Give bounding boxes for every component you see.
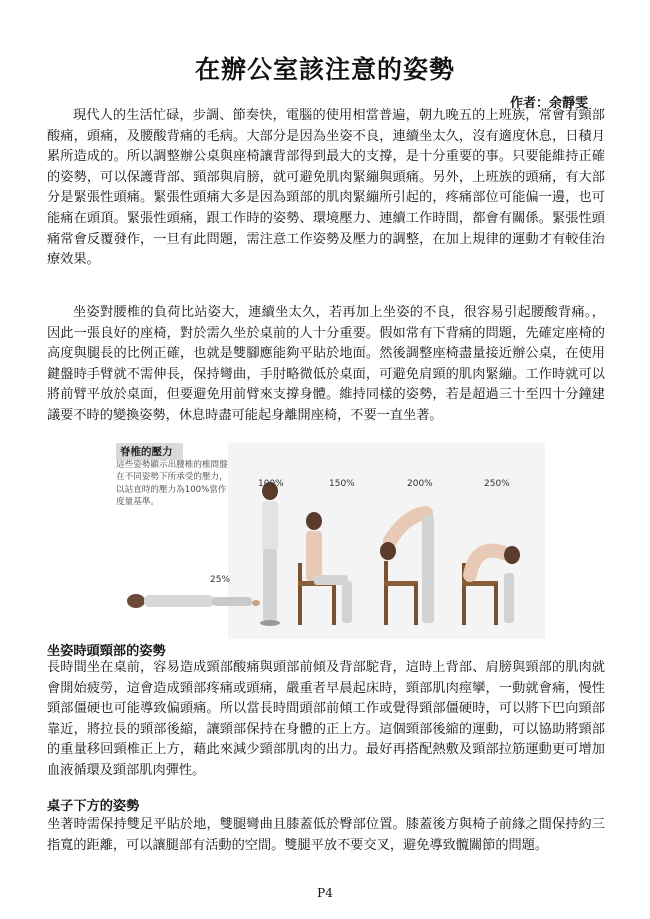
sitting-paragraph: 坐姿對腰椎的負荷比站姿大，連續坐太久，若再加上坐姿的不良，很容易引起腰酸背痛。，因此一張良好的座椅，對於需久坐於桌前的人十分重要。假如常有下背痛的問題，先確定座椅的高度與腿長的比例正確，也就是雙腳應能夠平貼於地面。然後調整座椅盡量接近辦公桌，在使用鍵盤時手臂就不需伸長，保持彎曲，手肘略微低於桌面，可避免肩頸的肌肉緊繃。工作時就可以將前臂平放於桌面，但要避免用前臂來支撐身體。維持同樣的姿勢，若是超過三十至四十分鐘建議要不時的變換姿勢，休息時盡可能起身離開座椅，不要一直坐著。 bbox=[47, 305, 605, 423]
percentage-lying: 25% bbox=[210, 575, 231, 585]
section-text-under-desk: 坐著時需保持雙足平貼於地，雙腿彎曲且膝蓋低於臀部位置。膝蓋後方與椅子前緣之間保持約三指寬的距離，可以讓腿部有活動的空間。雙腿平放不要交叉，避免導致髖關節的問題。 bbox=[47, 817, 605, 853]
article-title: 在辦公室該注意的姿勢 bbox=[194, 55, 455, 84]
spine-pressure-figure bbox=[108, 443, 545, 639]
section-heading-head-neck: 坐姿時頭頸部的姿勢 bbox=[47, 644, 166, 659]
percentage-bending: 200% bbox=[407, 479, 433, 489]
figure-title: 脊椎的壓力 bbox=[116, 443, 183, 460]
page-number: P4 bbox=[317, 886, 333, 900]
standing-figure bbox=[260, 482, 280, 626]
percentage-sitting-bent: 250% bbox=[484, 479, 510, 489]
intro-paragraph: 現代人的生活忙碌，步調、節奏快，電腦的使用相當普遍，朝九晚五的上班族，常會有頸部酸痛，頭痛，及腰酸背痛的毛病。大部分是因為坐姿不良，連續坐太久，沒有適度休息，日積月累所造成的。所以調整辦公桌與座椅讓背部得到最大的支撐，是十分重要的事。只要能維持正確的姿勢，可以保護背部、頸部與肩膀，就可避免肌肉緊繃與頭痛。另外，上班族的頭痛，有大部分是緊張性頭痛。緊張性頭痛大多是因為頸部的肌肉緊繃所引起的，疼痛部位可能偏一邊，也可能痛在頭頂。緊張性頭痛，跟工作時的姿勢、環境壓力、連續工作時間，都會有關係。緊張性頭痛常會反覆發作，一旦有此問題，需注意工作姿勢及壓力的調整，在加上規律的運動才有較佳治療效果。 bbox=[47, 108, 605, 268]
author-line: 作者：余靜雯 bbox=[509, 96, 588, 111]
percentage-sitting: 150% bbox=[329, 479, 355, 489]
figure-caption: 這些姿勢顯示出腰椎的椎間盤在不同姿勢下所承受的壓力，以站直時的壓力為100%當作度量基準。 bbox=[116, 460, 228, 508]
percentage-standing: 100% bbox=[258, 479, 284, 489]
section-text-head-neck: 長時間坐在桌前，容易造成頸部酸痛與頭部前傾及背部駝背，這時上背部、肩膀與頸部的肌肉就會開始疲勞，這會造成頸部疼痛或頭痛，嚴重者早晨起床時，頸部肌肉痙攣，一動就會痛，慢性頸部僵硬也可能導致偏頭痛。所以當長時間頭部前傾工作或覺得頸部僵硬時，可以將下巴向頸部靠近，將拉長的頸部後縮，讓頸部保持在身體的正上方。這個頸部後縮的運動，可以協助將頸部的重量移回頸椎正上方，藉此來減少頸部肌肉的出力。最好再搭配熱敷及頸部拉筋運動更可增加血液循環及頸部肌肉彈性。 bbox=[47, 660, 605, 778]
section-heading-under-desk: 桌子下方的姿勢 bbox=[47, 799, 140, 814]
